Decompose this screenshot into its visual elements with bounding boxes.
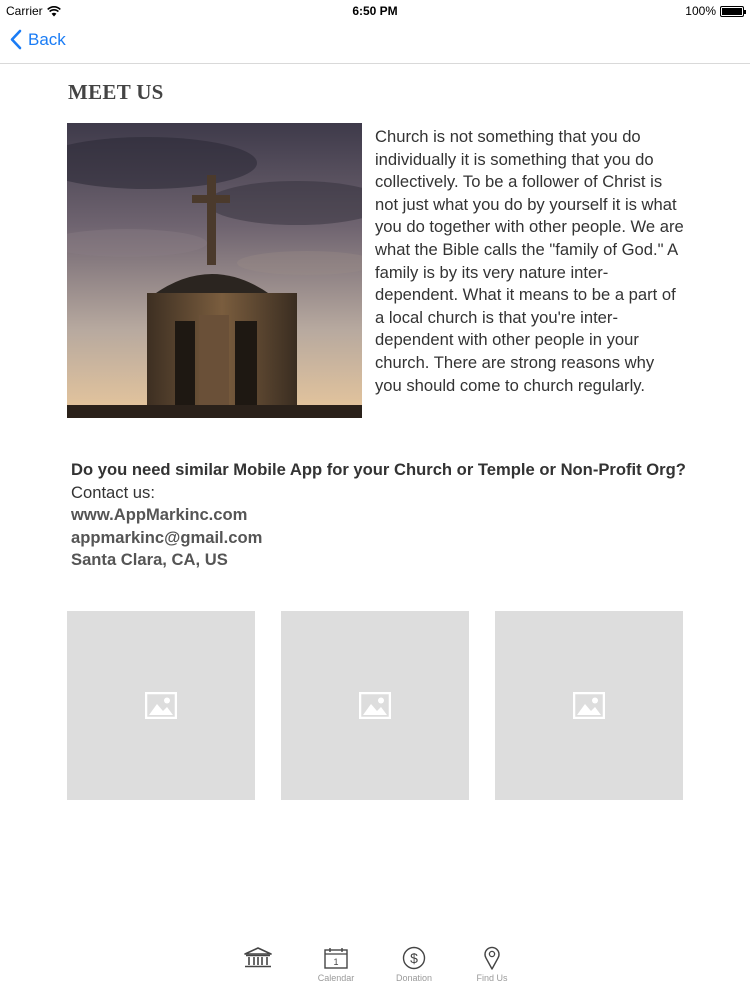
image-gallery	[67, 611, 683, 800]
gallery-image[interactable]	[495, 611, 683, 800]
battery-indicator	[685, 4, 744, 18]
location-text: Santa Clara, CA, US	[71, 550, 228, 570]
tab-calendar[interactable]	[306, 946, 366, 983]
navigation-bar	[0, 22, 750, 64]
status-time: 6:50 PM	[352, 4, 398, 18]
tab-find-us[interactable]	[462, 946, 522, 983]
email-link[interactable]: appmarkinc@gmail.com	[71, 527, 263, 547]
page-title: MEET US	[68, 80, 164, 104]
church-photo	[67, 123, 362, 418]
gallery-image[interactable]	[281, 611, 469, 800]
battery-icon	[720, 6, 744, 17]
back-button[interactable]	[10, 29, 66, 50]
gallery-image[interactable]	[67, 611, 255, 800]
about-text: Church is not something that you do individually it is something that you do collectively. To be a follower of Christ is not just what you do by yourself it is what you do together with other people. We are what the Bible calls the "family of God." A family is by its very nature inter-dependent. What it means to be a part of a local church is that you're inter-dependent with other people in your church. There are strong reasons why you should come to church regularly.	[375, 127, 684, 395]
contact-label: Contact us:	[71, 482, 155, 502]
promo-section	[71, 459, 686, 572]
tab-donation-label: Donation	[395, 973, 433, 983]
tab-donation[interactable]	[384, 946, 444, 983]
chevron-left-icon	[10, 29, 22, 50]
tab-bar	[0, 944, 750, 1000]
website-link[interactable]: www.AppMarkinc.com	[71, 505, 248, 525]
tab-home[interactable]	[228, 946, 288, 973]
back-label: Back	[28, 29, 66, 49]
church-icon	[243, 946, 273, 970]
tab-find-us-label: Find Us	[476, 973, 508, 983]
promo-question: Do you need similar Mobile App for your Church or Temple or Non-Profit Org?	[71, 460, 686, 479]
svg-text:1: 1	[333, 957, 339, 967]
carrier-label: Carrier	[6, 4, 43, 18]
image-placeholder-icon	[573, 692, 605, 719]
map-pin-icon	[477, 946, 507, 970]
status-bar	[0, 0, 750, 22]
image-placeholder-icon	[145, 692, 177, 719]
battery-level	[722, 8, 742, 15]
svg-text:$: $	[410, 950, 418, 966]
dollar-icon	[399, 946, 429, 970]
battery-percent: 100%	[685, 4, 716, 18]
tab-calendar-label: Calendar	[317, 973, 355, 983]
calendar-icon	[321, 946, 351, 970]
image-placeholder-icon	[359, 692, 391, 719]
